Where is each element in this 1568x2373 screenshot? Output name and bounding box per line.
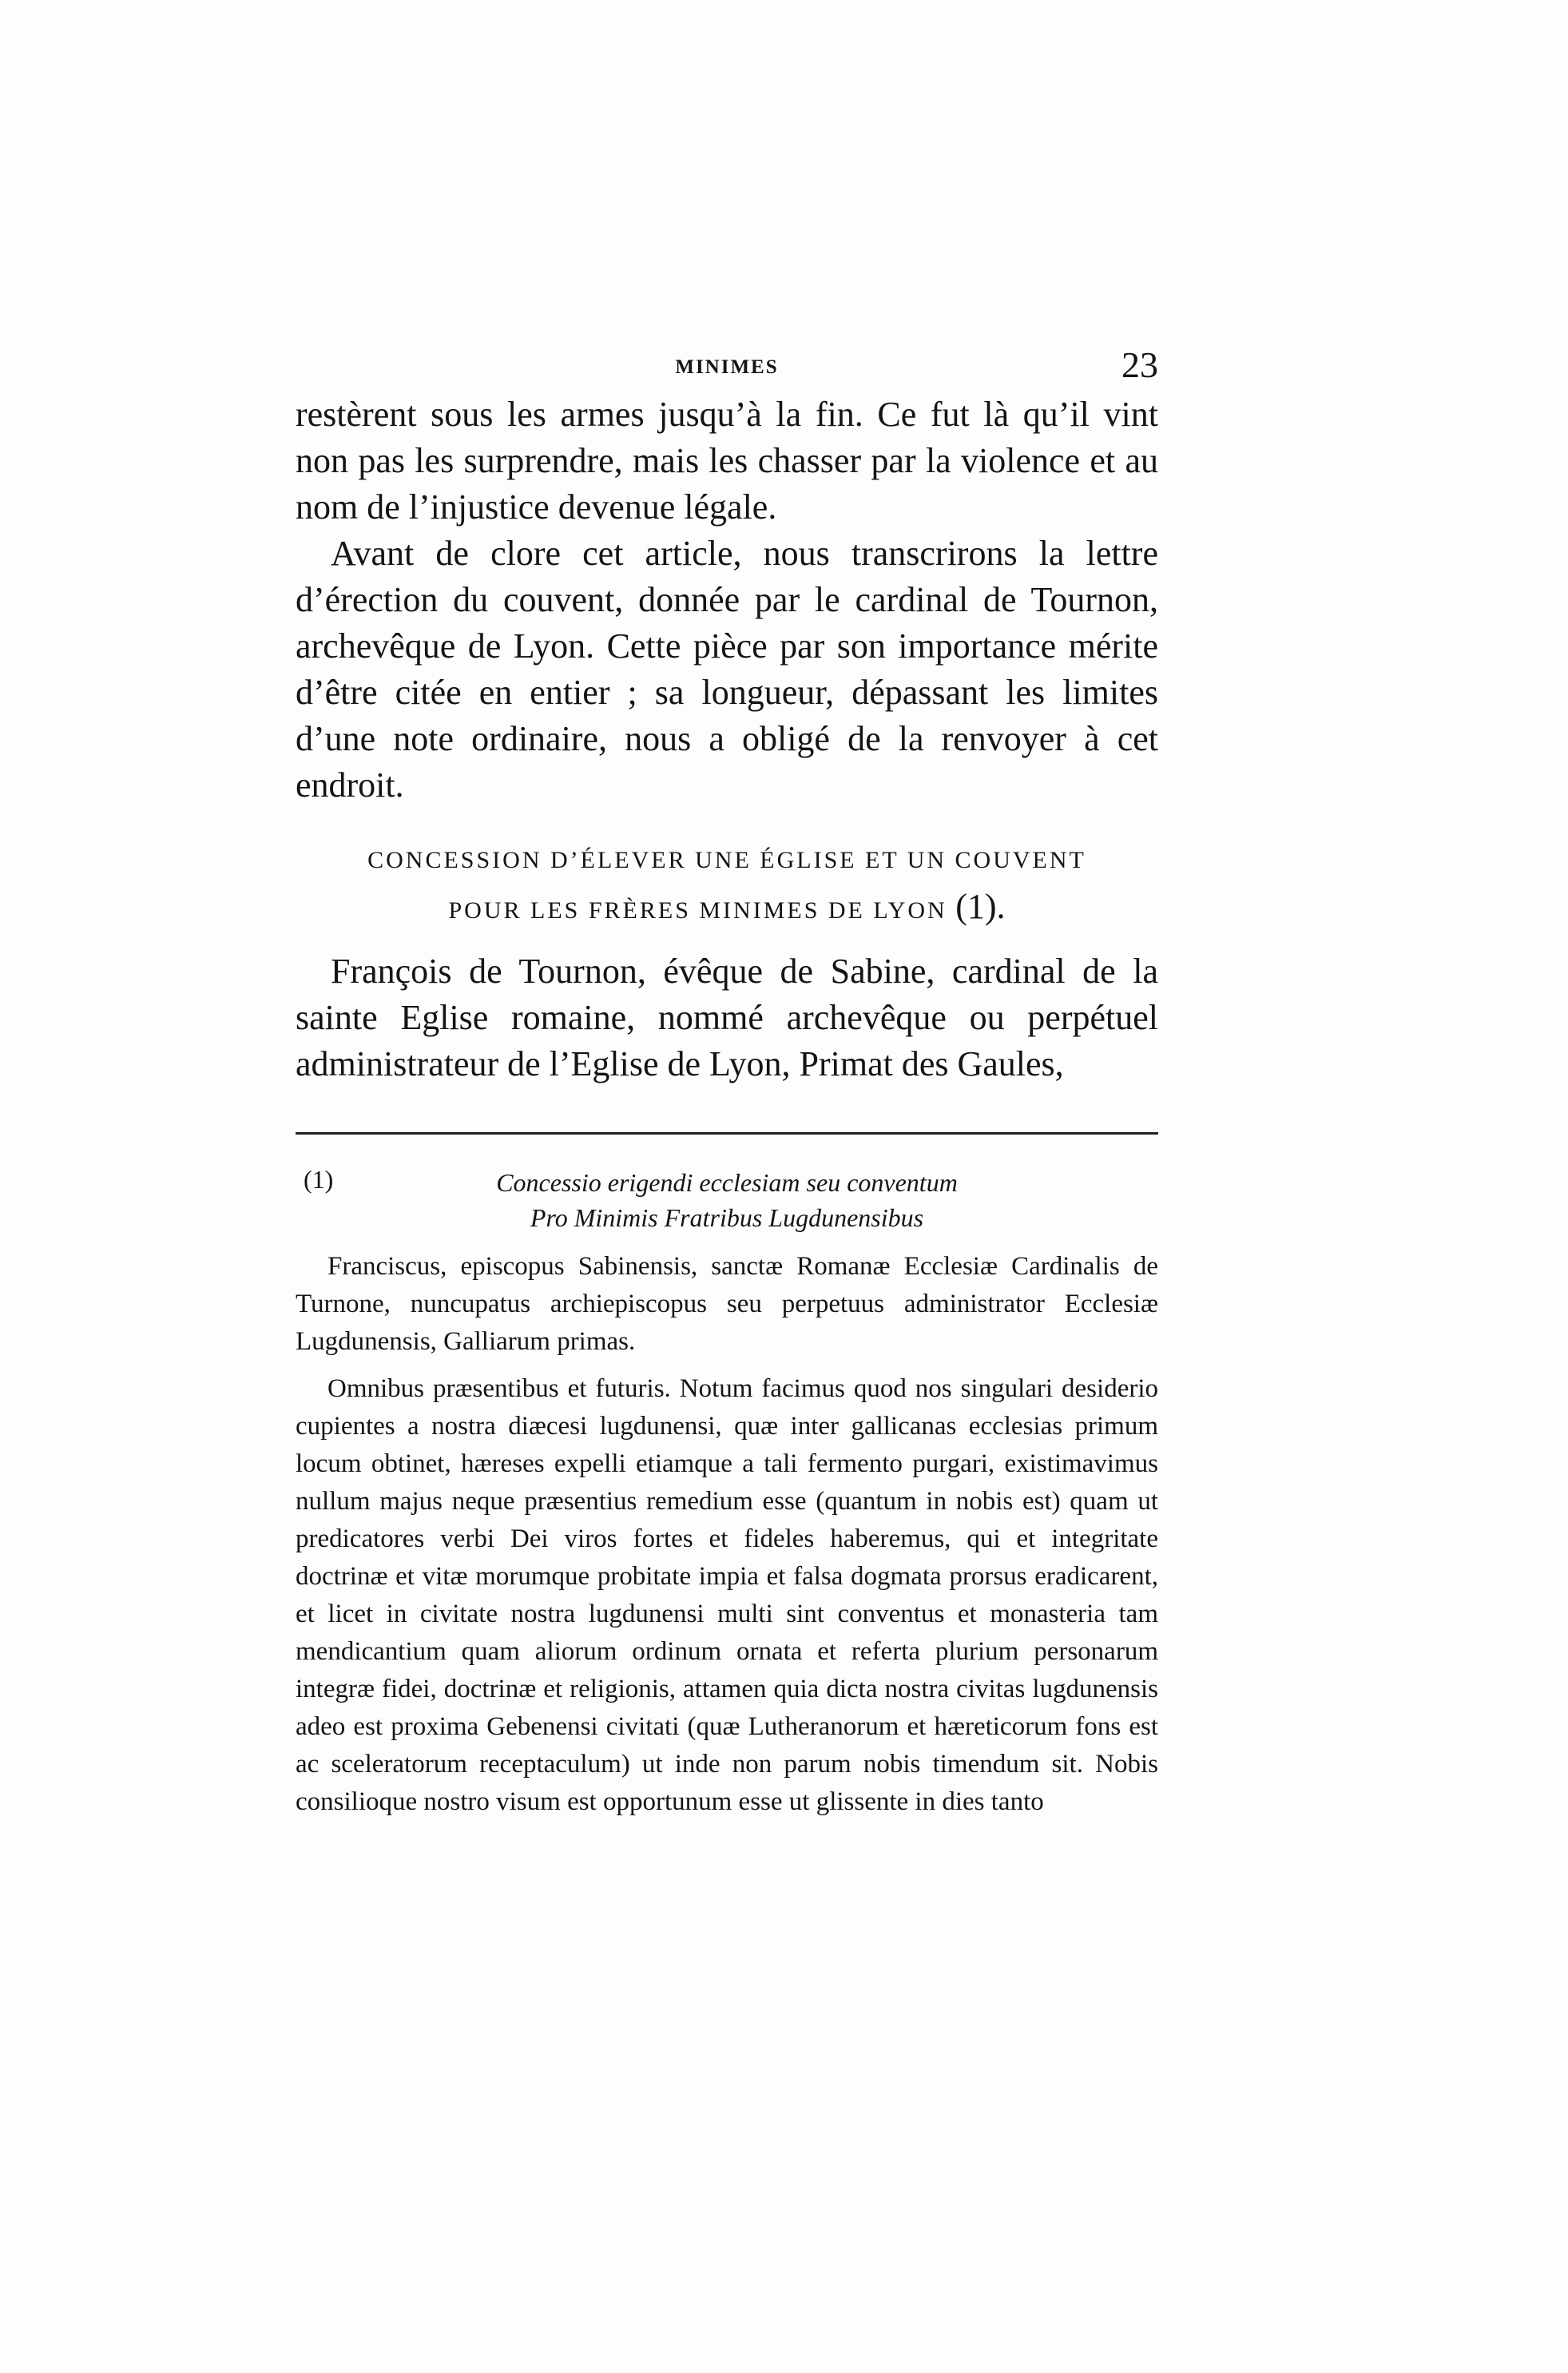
body-text [296, 392, 1158, 1087]
page-number: 23 [1121, 344, 1158, 385]
section-heading-line-1: CONCESSION D’ÉLEVER UNE ÉGLISE ET UN COUVENT [367, 847, 1086, 873]
section-heading-line-2 [296, 884, 1158, 934]
footnote-body [296, 1248, 1158, 1821]
footnote [296, 1165, 1158, 1821]
footnote-title-line-2: Pro Minimis Fratribus Lugdunensibus [530, 1203, 924, 1232]
book-page [296, 344, 1158, 1821]
footnote-divider [296, 1132, 1158, 1135]
body-paragraph-2: Avant de clore cet article, nous transcrirons la lettre d’érection du couvent, donnée par le cardinal de Tournon, archevêque de Lyon. Cette pièce par son importance mérite d’être citée en entier ; sa longueur, dépassant les limites d’une note ordinaire, nous a obligé de la renvoyer à cet endroit. [296, 534, 1158, 805]
running-head [296, 344, 1158, 392]
footnote-title [296, 1165, 1158, 1235]
footnote-title-line-1: Concessio erigendi ecclesiam seu conventum [496, 1168, 958, 1197]
section-heading-line-2-text: POUR LES FRÈRES MINIMES DE LYON [448, 897, 947, 924]
running-title: MINIMES [675, 356, 779, 378]
footnote-reference: (1). [955, 887, 1006, 926]
footnote-header [296, 1165, 1158, 1238]
body-paragraph-1: restèrent sous les armes jusqu’à la fin. Ce fut là qu’il vint non pas les surprendre, mais les chasser par la violence et au nom de l’injustice devenue légale. [296, 395, 1158, 527]
section-heading [296, 837, 1158, 934]
footnote-paragraph-2: Omnibus præsentibus et futuris. Notum facimus quod nos singulari desiderio cupientes a nostra diæcesi lugdunensi, quæ inter gallicanas ecclesias primum locum obtinet, hæreses expelli etiamque a tali fermento purgari, existimavimus nullum majus neque præsentius remedium esse (quantum in nobis est) quam ut predicatores verbi Dei viros fortes et fideles haberemus, qui et integritate doctrinæ et vitæ morumque probitate impia et falsa dogmata prorsus eradicarent, et licet in civitate nostra lugdunensi multi sint conventus et monasteria tam mendicantium quam aliorum ordinum ornata et referta plurium personarum integræ fidei, doctrinæ et religionis, attamen quia dicta nostra civitas lugdunensis adeo est proxima Gebenensi civitati (quæ Lutheranorum et hæreticorum fons est ac sceleratorum receptaculum) ut inde non parum nobis timendum sit. Nobis consilioque nostro visum est opportunum esse ut glissente in dies tanto [296, 1374, 1158, 1816]
footnote-paragraph-1: Franciscus, episcopus Sabinensis, sanctæ Romanæ Ecclesiæ Cardinalis de Turnone, nuncupatus archiepiscopus seu perpetuus administrator Ecclesiæ Lugdunensis, Galliarum primas. [296, 1252, 1158, 1356]
body-paragraph-3: François de Tournon, évêque de Sabine, cardinal de la sainte Eglise romaine, nommé archevêque ou perpétuel administrateur de l’Eglise de Lyon, Primat des Gaules, [296, 952, 1158, 1083]
footnote-number: (1) [304, 1165, 334, 1194]
